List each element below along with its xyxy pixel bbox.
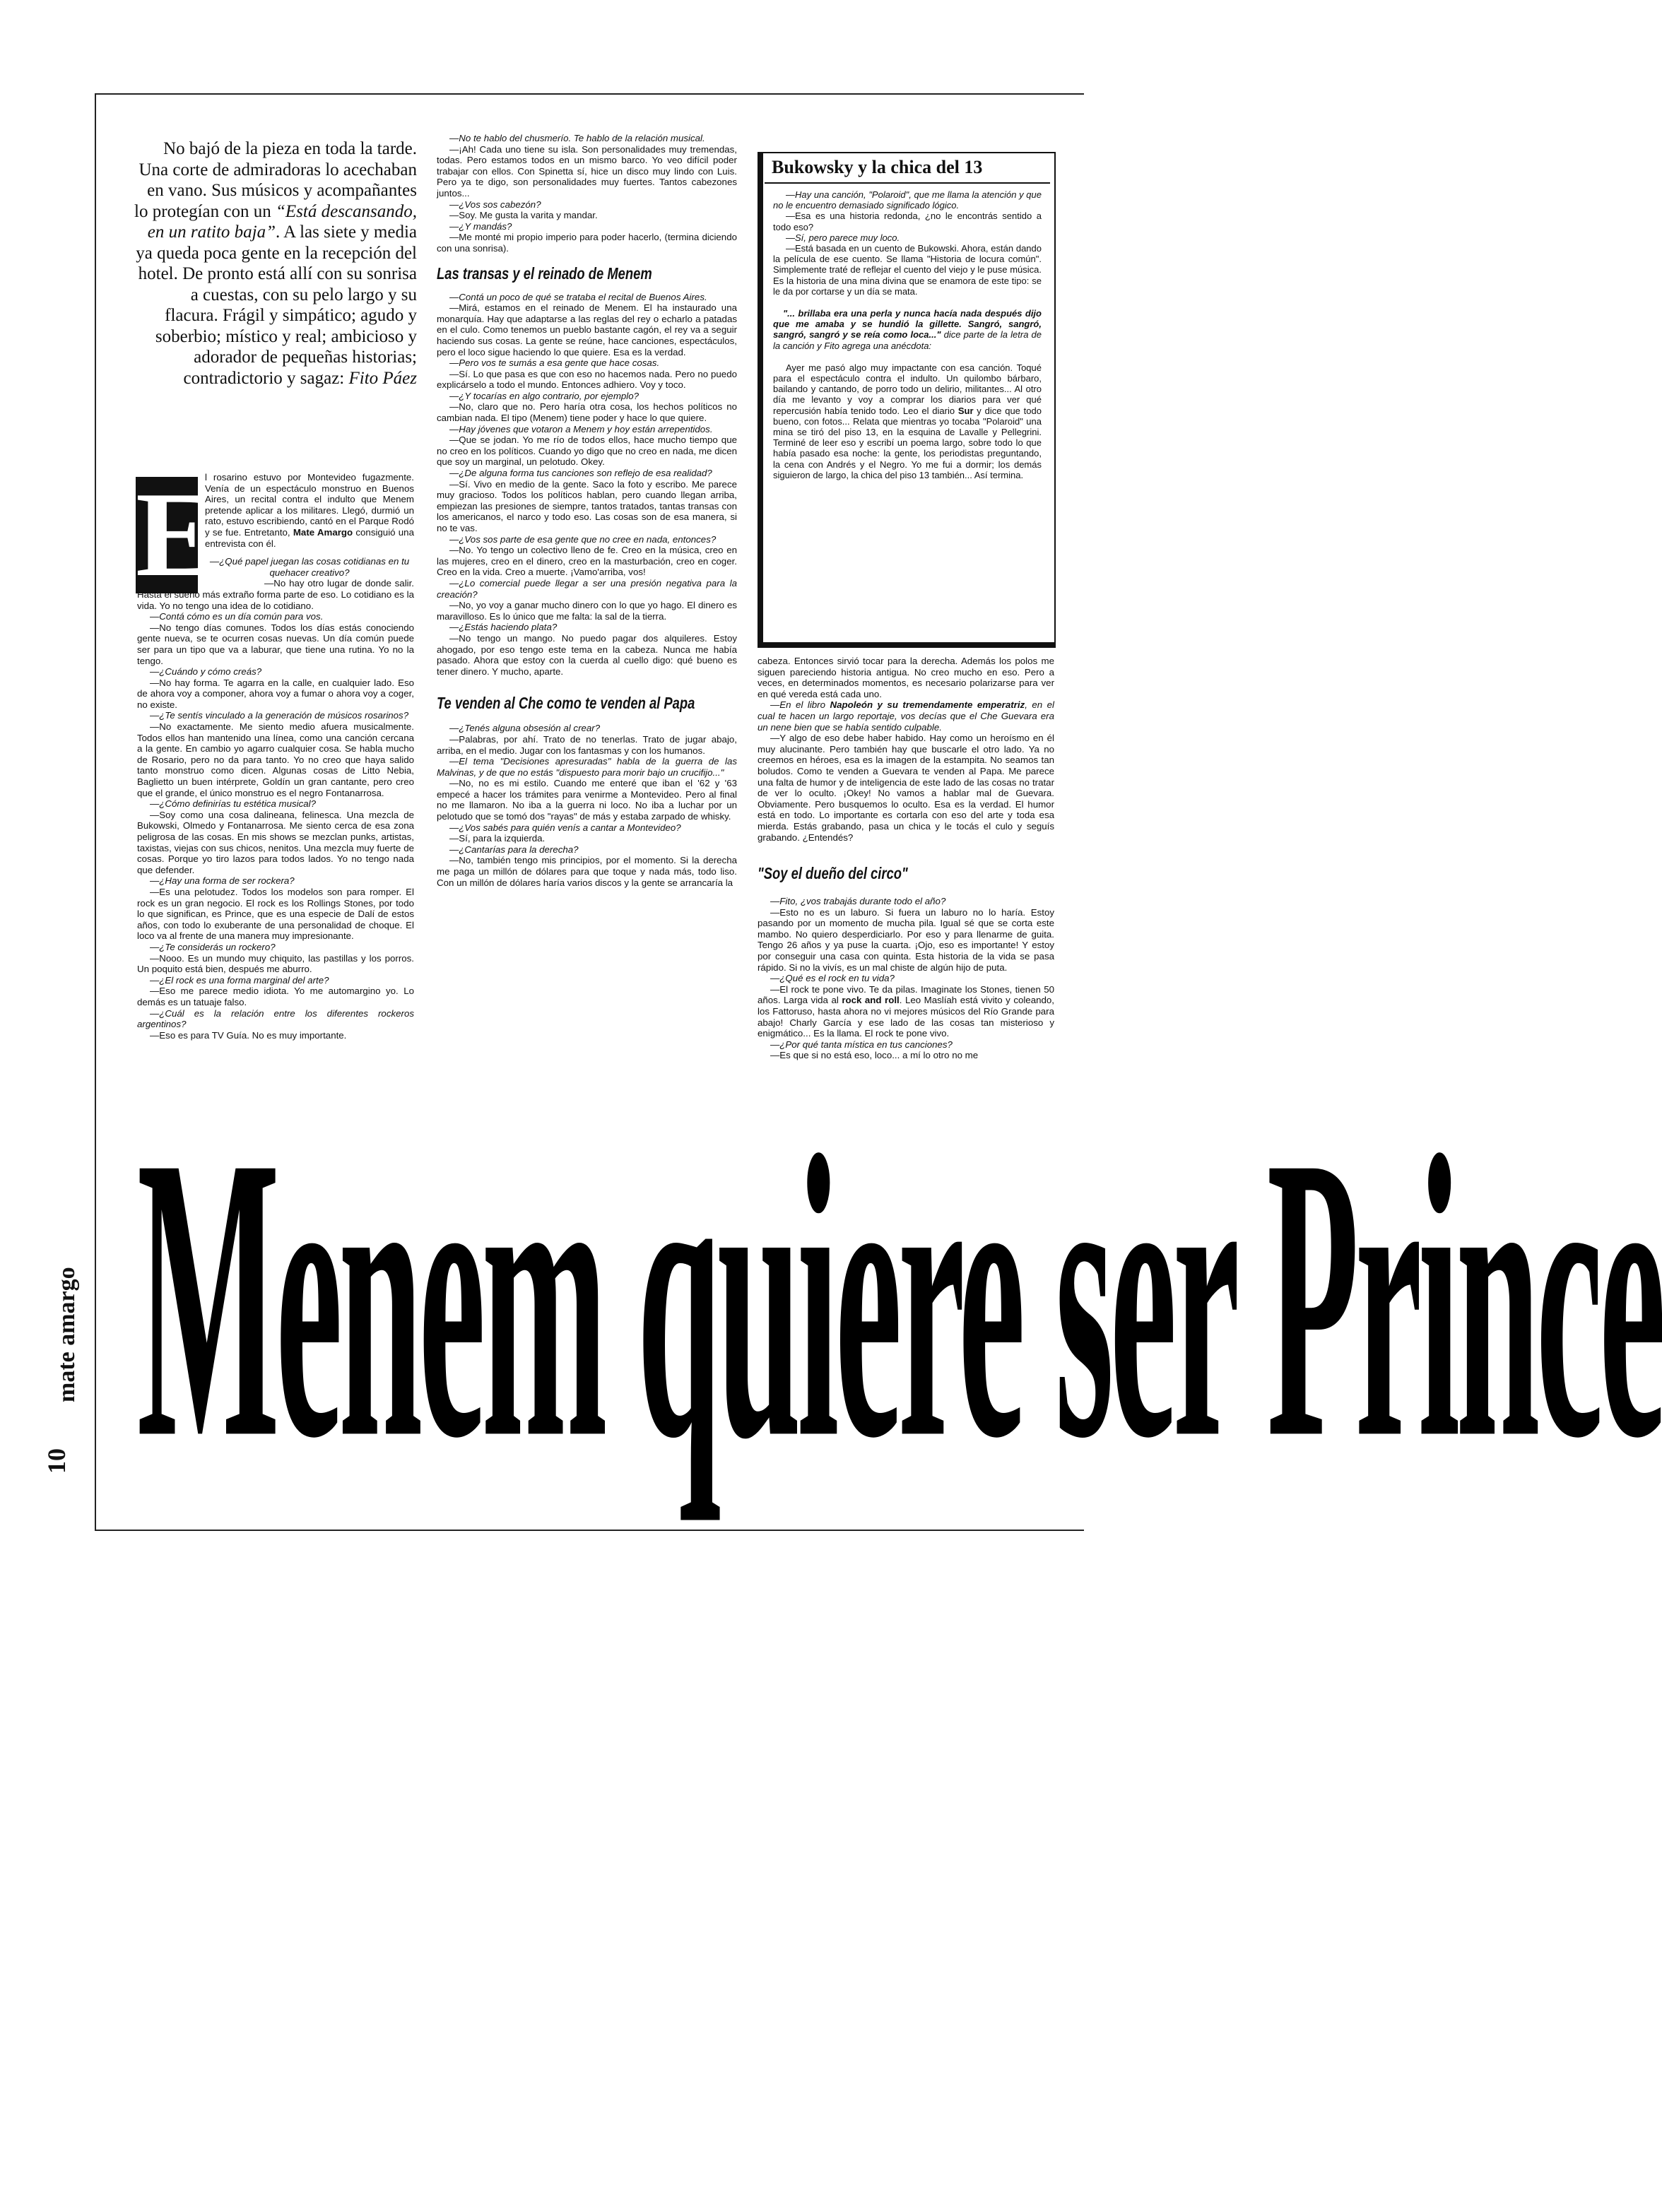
answer: —Sí, para la izquierda. bbox=[449, 833, 546, 844]
question: —¿Cómo definirías tu estética musical? bbox=[150, 798, 317, 810]
question: —¿Tenés alguna obsesión al crear? bbox=[449, 723, 601, 734]
lead-paragraph: l rosarino estuvo por Montevideo fugazmente. Venía de un espectáculo monstruo en Buenos Aires, un recital contra el indulto que Menem pretende aplicar a los militares. Llegó, durmió un rato, estuvo escribiendo, cantó en el Parque Rodó y se fue. Entretanto, Mate Amargo consiguió una entrevista con él. bbox=[205, 472, 414, 549]
question: —¿Lo comercial puede llegar a ser una presión negativa para la creación? bbox=[437, 577, 737, 600]
question: —¿De alguna forma tus canciones son reflejo de esa realidad? bbox=[449, 468, 712, 479]
answer: —Y algo de eso debe haber habido. Hay como un heroísmo en él muy alucinante. Pero también hay que buscarle el otro lado. Ya no creemos en héroes, esa es la imagen de la estampita. No seamos tan boludos. Como te venden a Guevara te venden al Papa. Me parece una falta de humor y de inteligencia de este lado de las cosas no tratar de ver lo oculto. ¡Okey! No vamos a hablar mal de Guevara. Obviamente. Pero busquemos lo oculto. Esa es la verdad. El humor está en todo. Lo importante es cortarla con eso del arte y toda esa mierda. Estás grabando, pasa un chica y le tocás el culo y seguís grabando. ¿Entendés? bbox=[758, 733, 1054, 843]
question: —¿Cantarías para la derecha? bbox=[449, 844, 579, 855]
answer: —Esa es una historia redonda, ¿no le encontrás sentido a todo eso? bbox=[773, 211, 1042, 232]
answer: —Es una pelotudez. Todos los modelos son para romper. El rock es un gran negocio. El rock es los Rollings Stones, por todo lo que significan, es Prince, que es una especie de Dalí de estos años, con todo lo exuberante de una personalidad de choque. El loco va al frente de una manera muy impresionante. bbox=[137, 886, 414, 942]
question: —¿Cuándo y cómo creás? bbox=[150, 666, 262, 678]
answer: —Soy. Me gusta la varita y mandar. bbox=[449, 210, 598, 221]
publication-name: mate amargo bbox=[54, 1267, 80, 1402]
answer: —No hay forma. Te agarra en la calle, en cualquier lado. Eso de ahora voy a componer, ahora voy a fumar o ahora voy a coger, no existe. bbox=[137, 677, 414, 710]
intro-quote: “Está descansando, en un ratito baja” bbox=[147, 201, 417, 242]
answer: —No, también tengo mis principios, por el momento. Si la derecha me paga un millón de dólares para que toque y nada más, todo liso. Con un millón de dólares haría varios discos y la gente se arrancaría la bbox=[437, 855, 737, 888]
page-number: 10 bbox=[42, 1448, 71, 1474]
lyric-quote: "... brillaba era una perla y nunca hacía nada después dijo que me amaba y se hundió la gillette. Sangró, sangró, sangró, sangró y se reía como loca..." bbox=[773, 308, 1042, 341]
intro-paragraph bbox=[134, 138, 417, 389]
question: —¿Te considerás un rockero? bbox=[150, 941, 276, 952]
section-heading: "Soy el dueño del circo" bbox=[758, 864, 908, 883]
question: —El tema "Decisiones apresuradas" habla de la guerra de las Malvinas, y de que no estás "dispuesto para morir bajo un crucifijo..." bbox=[437, 756, 737, 778]
answer: —No exactamente. Me siento medio afuera musicalmente. Todos ellos han mantenido una línea, como una canción cercana a la gente. En cambio yo agarro cualquier cosa. Se habla mucho de Rosario, pero no da para tanto. Yo no creo que haya salido tanto monstruo como dicen. Algunas cosas de Litto Nebia, Baglietto un buen intérprete, Goldín un gran cantante, pero creo que el grande, el único monstruo es el negro Fontanarrosa. bbox=[137, 721, 414, 798]
intro-name: Fito Páez bbox=[348, 368, 417, 388]
column-1 bbox=[136, 468, 414, 1041]
question: —¿Por qué tanta mística en tus canciones? bbox=[770, 1039, 953, 1050]
answer: —No tengo un mango. No puedo pagar dos alquileres. Estoy ahogado, por eso tengo este tema en la cabeza. Nunca me había pasado. Ahora que estoy con la cuerda al cuello digo: qué bueno es tener dinero. Y mucho, aparte. bbox=[437, 632, 737, 677]
question: —¿Hay una forma de ser rockera? bbox=[150, 875, 295, 887]
book-title: Napoleón y su tremendamente emperatriz bbox=[830, 699, 1025, 711]
lyric-paragraph: "... brillaba era una perla y nunca hacía nada después dijo que me amaba y se hundió la gillette. Sangró, sangró, sangró, sangró y se reía como loca..." dice parte de la letra de la canción y Fito agrega una anécdota: bbox=[773, 308, 1042, 351]
rock-and-roll: rock and roll bbox=[842, 995, 900, 1006]
question: —Pero vos te sumás a esa gente que hace cosas. bbox=[449, 357, 660, 369]
answer: —Mirá, estamos en el reinado de Menem. El ha instaurado una monarquía. Hay que adaptarse a las reglas del rey o echarlo a patadas en el culo. Como tenemos un pueblo bastante cagón, el rey va a seguir haciendo sus cosas. La gente se reúne, hace canciones, espectáculos, pero el loco sigue haciendo lo que quiere. Esa es la verdad. bbox=[437, 302, 737, 357]
answer: —Palabras, por ahí. Trato de no tenerlas. Trato de jugar abajo, arriba, en el medio. Jugar con los fantasmas y con los humanos. bbox=[437, 733, 737, 756]
question: —No te hablo del chusmerío. Te hablo de la relación musical. bbox=[449, 133, 705, 143]
answer: —Esto no es un laburo. Si fuera un laburo no lo haría. Estoy pasando por un momento de mucha pila. Igual sé que se corta este mambo. No quiero desperdiciarlo. Por eso y para llenarme de guita. Tengo 26 años y ya puse la cuarta. ¡Ojo, eso es importante! Y estoy por conseguir una casa con quinta. Esta historia de la vida se pasa rápido. Si no la vivís, es un mal chiste de algún hijo de puta. bbox=[758, 906, 1054, 973]
answer: —Soy como una cosa dalineana, felinesca. Una mezcla de Bukowski, Olmedo y Fontanarrosa. Me siento cerca de esa zona peligrosa de las cosas. En mis shows se mezclan punks, artistas, taxistas, viejas con sus chicos, nenitos. Una mezcla muy fuerte de cosas. Porque yo tiro lazos para todos lados. Yo no tengo nada que defender. bbox=[137, 809, 414, 875]
section-heading: Las transas y el reinado de Menem bbox=[437, 264, 652, 283]
question: —¿El rock es una forma marginal del arte? bbox=[150, 974, 329, 986]
question: —¿Y tocarías en algo contrario, por ejemplo? bbox=[449, 390, 640, 401]
question: —Contá un poco de qué se trataba el recital de Buenos Aires. bbox=[449, 291, 707, 302]
left-rule bbox=[95, 93, 96, 1531]
question: —¿Te sentís vinculado a la generación de músicos rosarinos? bbox=[150, 710, 409, 721]
section-heading: Te venden al Che como te venden al Papa bbox=[437, 694, 695, 713]
intro-text-2: . A las siete y media ya queda poca gente en la recepción del hotel. De pronto está allí con su sonrisa a cuestas, con su pelo largo y su flacura. Frágil y simpático; agudo y soberbio; místico y real; ambicioso y adorador de pequeñas historias; contradictorio y sagaz: bbox=[136, 223, 417, 388]
question: —¿Cuál es la relación entre los diferentes rockeros argentinos? bbox=[137, 1007, 414, 1030]
answer: —No, claro que no. Pero haría otra cosa, los hechos políticos no cambian nada. El tipo (Menem) tiene poder y hace lo que quiere. bbox=[437, 401, 737, 424]
question: —En el libro Napoleón y su tremendamente emperatriz, en el cual te hacen un largo reportaje, vos decías que el Che Guevara era un nene bien que se había sentido culpable. bbox=[758, 699, 1054, 733]
answer: —No tengo días comunes. Todos los días estás conociendo gente nueva, se te ocurren cosas nuevas. Un día común puede ser para un tipo que va a laburar, que tiene una rutina. Yo no la tengo. bbox=[137, 622, 414, 666]
question: —¿Vos sos cabezón? bbox=[449, 199, 541, 210]
answer: cabeza. Entonces sirvió tocar para la derecha. Además los polos me siguen pareciendo historia antigua. No creo mucho en eso. Pero a veces, en determinados momentos, es necesario polarizarse para ver en qué vereda está cada uno. bbox=[758, 656, 1054, 699]
sidebar-text bbox=[773, 189, 1042, 480]
answer: —Me monté mi propio imperio para poder hacerlo, (termina diciendo con una sonrisa). bbox=[437, 232, 737, 254]
question: —¿Qué es el rock en tu vida? bbox=[770, 973, 895, 984]
magazine-name: Mate Amargo bbox=[293, 526, 353, 538]
answer: —No hay otro lugar de donde salir. Hasta el sueño más extraño forma parte de eso. Lo cotidiano es la vida. Yo no tengo una idea de lo cotidiano. bbox=[137, 578, 414, 611]
top-rule bbox=[95, 93, 1084, 95]
answer: —Es que si no está eso, loco... a mí lo otro no me bbox=[770, 1050, 979, 1061]
question: —¿Estás haciendo plata? bbox=[449, 622, 558, 633]
answer: —¡Ah! Cada uno tiene su isla. Son personalidades muy tremendas, todas. Pero estamos todos en un mismo barco. Yo veo difícil poder trabajar con ellos. Con Spinetta sí, hice un disco muy lindo con Luis. Pero ya te digo, son personalidades muy fuertes. Tantos cabezones juntos... bbox=[437, 143, 737, 199]
question: —¿Qué papel juegan las cosas cotidianas en tu quehacer creativo? bbox=[209, 556, 410, 578]
answer: —Que se jodan. Yo me río de todos ellos, hace mucho tiempo que no creo en los políticos. Cuando yo digo que no creo en nada, me dicen que soy un marginal, un pelotudo. Okey. bbox=[437, 434, 737, 468]
intro-text: No bajó de la pieza en toda la tarde. Una corte de admiradoras lo acechaban en vano. Sus músicos y acompañantes lo protegían con un bbox=[134, 139, 417, 221]
question: —¿Y mandás? bbox=[449, 220, 512, 232]
question: —Fito, ¿vos trabajás durante todo el año? bbox=[770, 896, 946, 907]
question: —Sí, pero parece muy loco. bbox=[786, 232, 900, 243]
headline: Menem quiere ser Prince bbox=[137, 1071, 1662, 1522]
answer: —No, yo voy a ganar mucho dinero con lo que yo hago. El dinero es maravilloso. Es lo único que me falta: la sal de la tierra. bbox=[437, 600, 737, 622]
answer: —Sí. Vivo en medio de la gente. Saco la foto y escribo. Me parece muy gracioso. Todos los políticos hablan, pero cuando llegan arriba, empiezan las presiones de siempre, tantos tratados, tantas transas con los americanos, el narco y todo eso. Las cosas son de esa manera, si no te vas. bbox=[437, 478, 737, 533]
drop-cap-letter: E bbox=[136, 468, 217, 602]
answer: —No. Yo tengo un colectivo lleno de fe. Creo en la música, creo en las mujeres, creo en el dinero, creo en la masturbación, creo en coger. Creo en la vida. Creo a muerte. ¡Vamo'arriba, vos! bbox=[437, 545, 737, 578]
question: —Contá cómo es un día común para vos. bbox=[150, 611, 324, 622]
anecdote: Ayer me pasó algo muy impactante con esa canción. Toqué para el espectáculo contra el indulto. Un quilombo bárbaro, bailando y cantando, de porro todo un delirio, militantes... Al otro día me levanto y voy a comprar los diarios para ver qué repercusión había tenido todo. Leo el diario Sur y dice que todo bueno, con fotos... Relata que mientras yo tocaba "Polaroid" una mina se tiró del piso 13, en la esquina de Lavalle y Pellegrini. Terminé de leer eso y escribí un poema largo, sobre todo lo que había pasado esa noche: la gente, los periodistas preguntando, la cena con Andrés y el Negro. Yo me fui a dormir; los demás siguieron de largo, la chica del piso 13 también... Así termina. bbox=[773, 362, 1042, 480]
question: —Hay una canción, "Polaroid", que me llama la atención y que no le encuentro demasiado significado lógico. bbox=[773, 189, 1042, 211]
question: —¿Vos sos parte de esa gente que no cree en nada, entonces? bbox=[449, 533, 717, 545]
answer: —Está basada en un cuento de Bukowski. Ahora, están dando la película de ese cuento. Se llama "Historia de locura común". Simplemente traté de reflejar el cuento del viejo y le puse música. Es la historia de una mina divina que se enamora de este tipo: se le da por cortarse y un día se mata. bbox=[773, 243, 1042, 297]
newspaper-name: Sur bbox=[957, 405, 974, 416]
column-4 bbox=[758, 656, 1054, 1061]
answer: —Eso es para TV Guía. No es muy importante. bbox=[150, 1029, 347, 1041]
column-2 bbox=[437, 133, 737, 888]
answer: —Sí. Lo que pasa es que con eso no hacemos nada. Pero no puedo explicárselo a todo el mundo. Entonces adhiero. Voy y toco. bbox=[437, 368, 737, 391]
question: —Hay jóvenes que votaron a Menem y hoy están arrepentidos. bbox=[449, 423, 713, 434]
sidebar-title-rule bbox=[765, 182, 1050, 184]
answer: —Nooo. Es un mundo muy chiquito, las pastillas y los porros. Un poquito está bien, después me aburro. bbox=[137, 952, 414, 975]
answer: —Eso me parece medio idiota. Yo me automargino yo. Lo demás es un tatuaje falso. bbox=[137, 986, 414, 1007]
answer: —El rock te pone vivo. Te da pilas. Imaginate los Stones, tienen 50 años. Larga vida al rock and roll. Leo Maslíah está vivito y coleando, los Fattoruso, hasta ahora no vi mejores músicos del Río Grande para abajo! Charly García y ese lado de las cosas tan misterioso y enigmático... Es la llama. El rock te pone vivo. bbox=[758, 983, 1054, 1039]
sidebar-title: Bukowsky y la chica del 13 bbox=[772, 157, 983, 177]
question: —¿Vos sabés para quién venís a cantar a Montevideo? bbox=[449, 822, 681, 833]
answer: —No, no es mi estilo. Cuando me enteré que iban el '62 y '63 empecé a hacer los trámites para venirme a Montevideo. Pero al final no me llamaron. No iba a la guerra ni loco. No iba a luchar por un pelotudo que se tomó dos "rayas" de más y estaba zarpado de whisky. bbox=[437, 778, 737, 822]
